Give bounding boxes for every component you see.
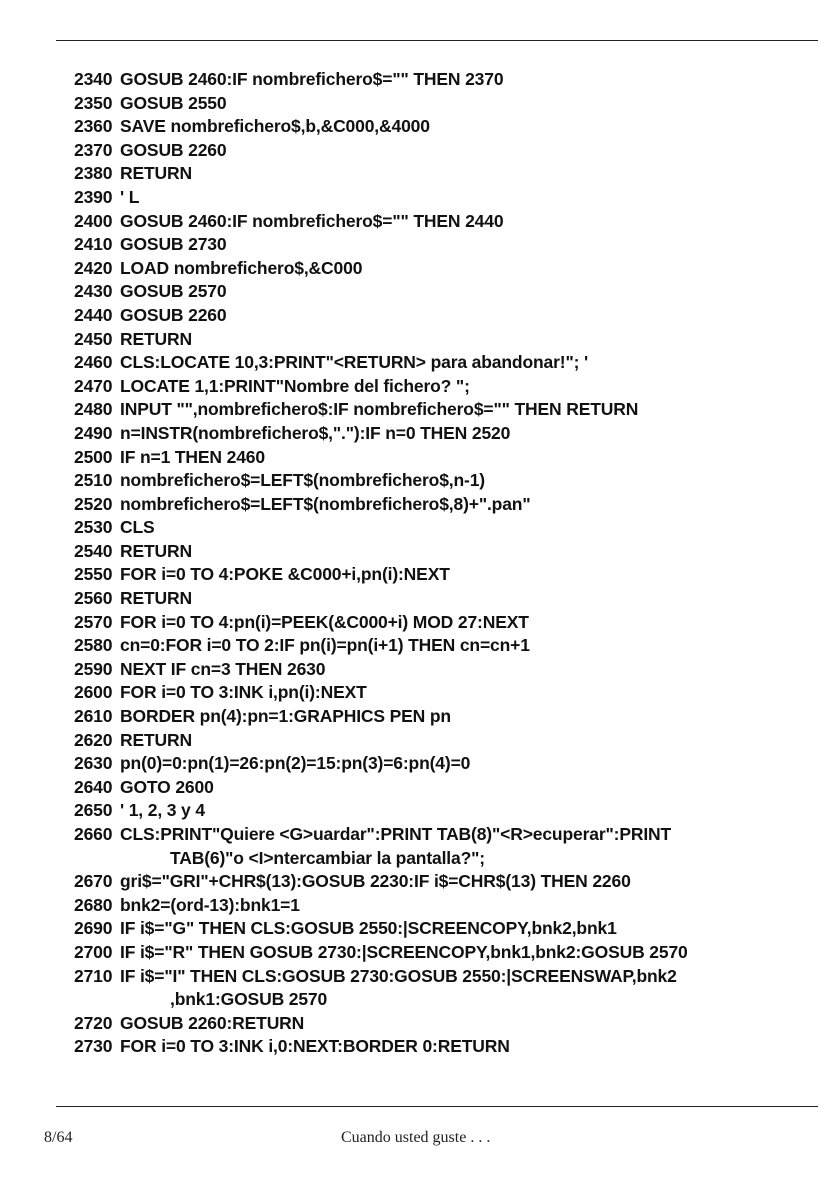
code-line [74, 1035, 814, 1059]
code-text: gri$="GRI"+CHR$(13):GOSUB 2230:IF i$=CHR$(13) THEN 2260 [120, 871, 631, 892]
code-line [74, 941, 814, 965]
code-text: GOSUB 2260 [120, 139, 227, 160]
code-line [74, 917, 814, 941]
line-number: 2640 [74, 776, 113, 797]
code-line [74, 894, 814, 918]
code-line [74, 965, 814, 989]
code-text: CLS [120, 517, 155, 538]
line-number: 2700 [74, 941, 113, 962]
bottom-rule [56, 1106, 818, 1107]
code-text: BORDER pn(4):pn=1:GRAPHICS PEN pn [120, 706, 451, 727]
code-text: GOSUB 2260:RETURN [120, 1012, 305, 1033]
code-text: nombrefichero$=LEFT$(nombrefichero$,8)+".pan" [120, 493, 531, 514]
code-text: nombrefichero$=LEFT$(nombrefichero$,n-1) [120, 470, 485, 491]
code-text: GOSUB 2260 [120, 304, 227, 325]
code-line [74, 563, 814, 587]
code-line [74, 705, 814, 729]
code-line [74, 375, 814, 399]
code-line [74, 681, 814, 705]
code-line [74, 351, 814, 375]
code-text: FOR i=0 TO 3:INK i,pn(i):NEXT [120, 682, 367, 703]
line-number: 2450 [74, 328, 113, 349]
line-number: 2560 [74, 588, 113, 609]
code-line [74, 658, 814, 682]
line-number: 2430 [74, 281, 113, 302]
code-text: RETURN [120, 729, 193, 750]
code-line [74, 162, 814, 186]
line-number: 2620 [74, 729, 113, 750]
code-line [74, 540, 814, 564]
code-text: IF i$="G" THEN CLS:GOSUB 2550:|SCREENCOPY,bnk2,bnk1 [120, 918, 617, 939]
line-number: 2380 [74, 163, 113, 184]
line-number: 2590 [74, 658, 113, 679]
line-number: 2710 [74, 965, 113, 986]
line-number: 2490 [74, 422, 113, 443]
code-text: ,bnk1:GOSUB 2570 [170, 989, 328, 1010]
code-text: IF i$="R" THEN GOSUB 2730:|SCREENCOPY,bnk1,bnk2:GOSUB 2570 [120, 941, 688, 962]
line-number: 2600 [74, 682, 113, 703]
line-number: 2680 [74, 894, 113, 915]
basic-listing [74, 68, 814, 1059]
code-text: RETURN [120, 328, 193, 349]
code-line [74, 611, 814, 635]
code-line [74, 186, 814, 210]
line-number: 2570 [74, 611, 113, 632]
code-line [74, 516, 814, 540]
code-text: INPUT "",nombrefichero$:IF nombrefichero$="" THEN RETURN [120, 399, 639, 420]
code-line [74, 1012, 814, 1036]
line-number [74, 847, 120, 871]
code-line [74, 634, 814, 658]
code-line [74, 493, 814, 517]
line-number: 2340 [74, 69, 113, 89]
code-line [74, 469, 814, 493]
code-line [74, 68, 814, 92]
line-number: 2530 [74, 517, 113, 538]
code-text: GOSUB 2460:IF nombrefichero$="" THEN 2370 [120, 69, 504, 89]
line-number: 2690 [74, 918, 113, 939]
code-text: GOSUB 2730 [120, 234, 227, 255]
code-line [74, 587, 814, 611]
code-line [74, 92, 814, 116]
code-line [74, 847, 814, 871]
top-rule [56, 40, 818, 41]
line-number: 2730 [74, 1036, 113, 1057]
line-number: 2390 [74, 186, 113, 207]
code-text: GOTO 2600 [120, 776, 214, 797]
code-text: TAB(6)"o <I>ntercambiar la pantalla?"; [170, 847, 485, 868]
line-number: 2510 [74, 470, 113, 491]
line-number: 2520 [74, 493, 113, 514]
code-text: ' 1, 2, 3 y 4 [120, 800, 205, 821]
code-line [74, 210, 814, 234]
line-number: 2720 [74, 1012, 113, 1033]
code-text: CLS:PRINT"Quiere <G>uardar":PRINT TAB(8)"<R>ecuperar":PRINT [120, 824, 672, 844]
running-title: Cuando usted guste . . . [341, 1129, 491, 1146]
code-line [74, 280, 814, 304]
line-number: 2400 [74, 210, 113, 231]
code-line [74, 422, 814, 446]
code-line [74, 233, 814, 257]
code-line [74, 328, 814, 352]
line-number: 2540 [74, 540, 113, 561]
line-number: 2550 [74, 564, 113, 585]
code-text: RETURN [120, 163, 193, 184]
line-number: 2670 [74, 871, 113, 892]
line-number: 2370 [74, 139, 113, 160]
code-line [74, 115, 814, 139]
code-text: SAVE nombrefichero$,b,&C000,&4000 [120, 116, 430, 137]
code-line [74, 823, 814, 847]
line-number: 2470 [74, 375, 113, 396]
code-text: IF i$="I" THEN CLS:GOSUB 2730:GOSUB 2550:|SCREENSWAP,bnk2 [120, 965, 677, 986]
code-line [74, 304, 814, 328]
code-text: n=INSTR(nombrefichero$,"."):IF n=0 THEN 2520 [120, 422, 511, 443]
code-text: cn=0:FOR i=0 TO 2:IF pn(i)=pn(i+1) THEN cn=cn+1 [120, 635, 530, 656]
code-text: FOR i=0 TO 4:POKE &C000+i,pn(i):NEXT [120, 564, 450, 585]
line-number: 2440 [74, 304, 113, 325]
code-text: GOSUB 2550 [120, 92, 227, 113]
line-number: 2650 [74, 800, 113, 821]
code-text: GOSUB 2570 [120, 281, 227, 302]
line-number: 2580 [74, 635, 113, 656]
code-text: pn(0)=0:pn(1)=26:pn(2)=15:pn(3)=6:pn(4)=0 [120, 753, 471, 774]
code-line [74, 799, 814, 823]
code-line [74, 776, 814, 800]
code-text: CLS:LOCATE 10,3:PRINT"<RETURN> para abandonar!"; ' [120, 352, 588, 373]
code-text: RETURN [120, 588, 193, 609]
code-line [74, 446, 814, 470]
code-text: NEXT IF cn=3 THEN 2630 [120, 658, 326, 679]
code-line [74, 752, 814, 776]
line-number: 2410 [74, 234, 113, 255]
code-line [74, 729, 814, 753]
line-number: 2460 [74, 352, 113, 373]
code-line [74, 139, 814, 163]
code-text: FOR i=0 TO 3:INK i,0:NEXT:BORDER 0:RETURN [120, 1036, 510, 1057]
line-number: 2610 [74, 706, 113, 727]
code-text: RETURN [120, 540, 193, 561]
code-text: IF n=1 THEN 2460 [120, 446, 265, 467]
line-number: 2500 [74, 446, 113, 467]
code-text: FOR i=0 TO 4:pn(i)=PEEK(&C000+i) MOD 27:NEXT [120, 611, 529, 632]
line-number: 2420 [74, 257, 113, 278]
code-text: LOCATE 1,1:PRINT"Nombre del fichero? "; [120, 375, 470, 396]
line-number [74, 988, 120, 1012]
code-line [74, 870, 814, 894]
code-text: LOAD nombrefichero$,&C000 [120, 257, 363, 278]
code-text: GOSUB 2460:IF nombrefichero$="" THEN 2440 [120, 210, 504, 231]
code-text: ' L [120, 186, 140, 207]
line-number: 2360 [74, 116, 113, 137]
page-number: 8/64 [44, 1129, 73, 1146]
line-number: 2480 [74, 399, 113, 420]
line-number: 2660 [74, 824, 113, 844]
code-line [74, 257, 814, 281]
line-number: 2350 [74, 92, 113, 113]
code-line [74, 988, 814, 1012]
code-line [74, 398, 814, 422]
code-text: bnk2=(ord-13):bnk1=1 [120, 894, 300, 915]
line-number: 2630 [74, 753, 113, 774]
